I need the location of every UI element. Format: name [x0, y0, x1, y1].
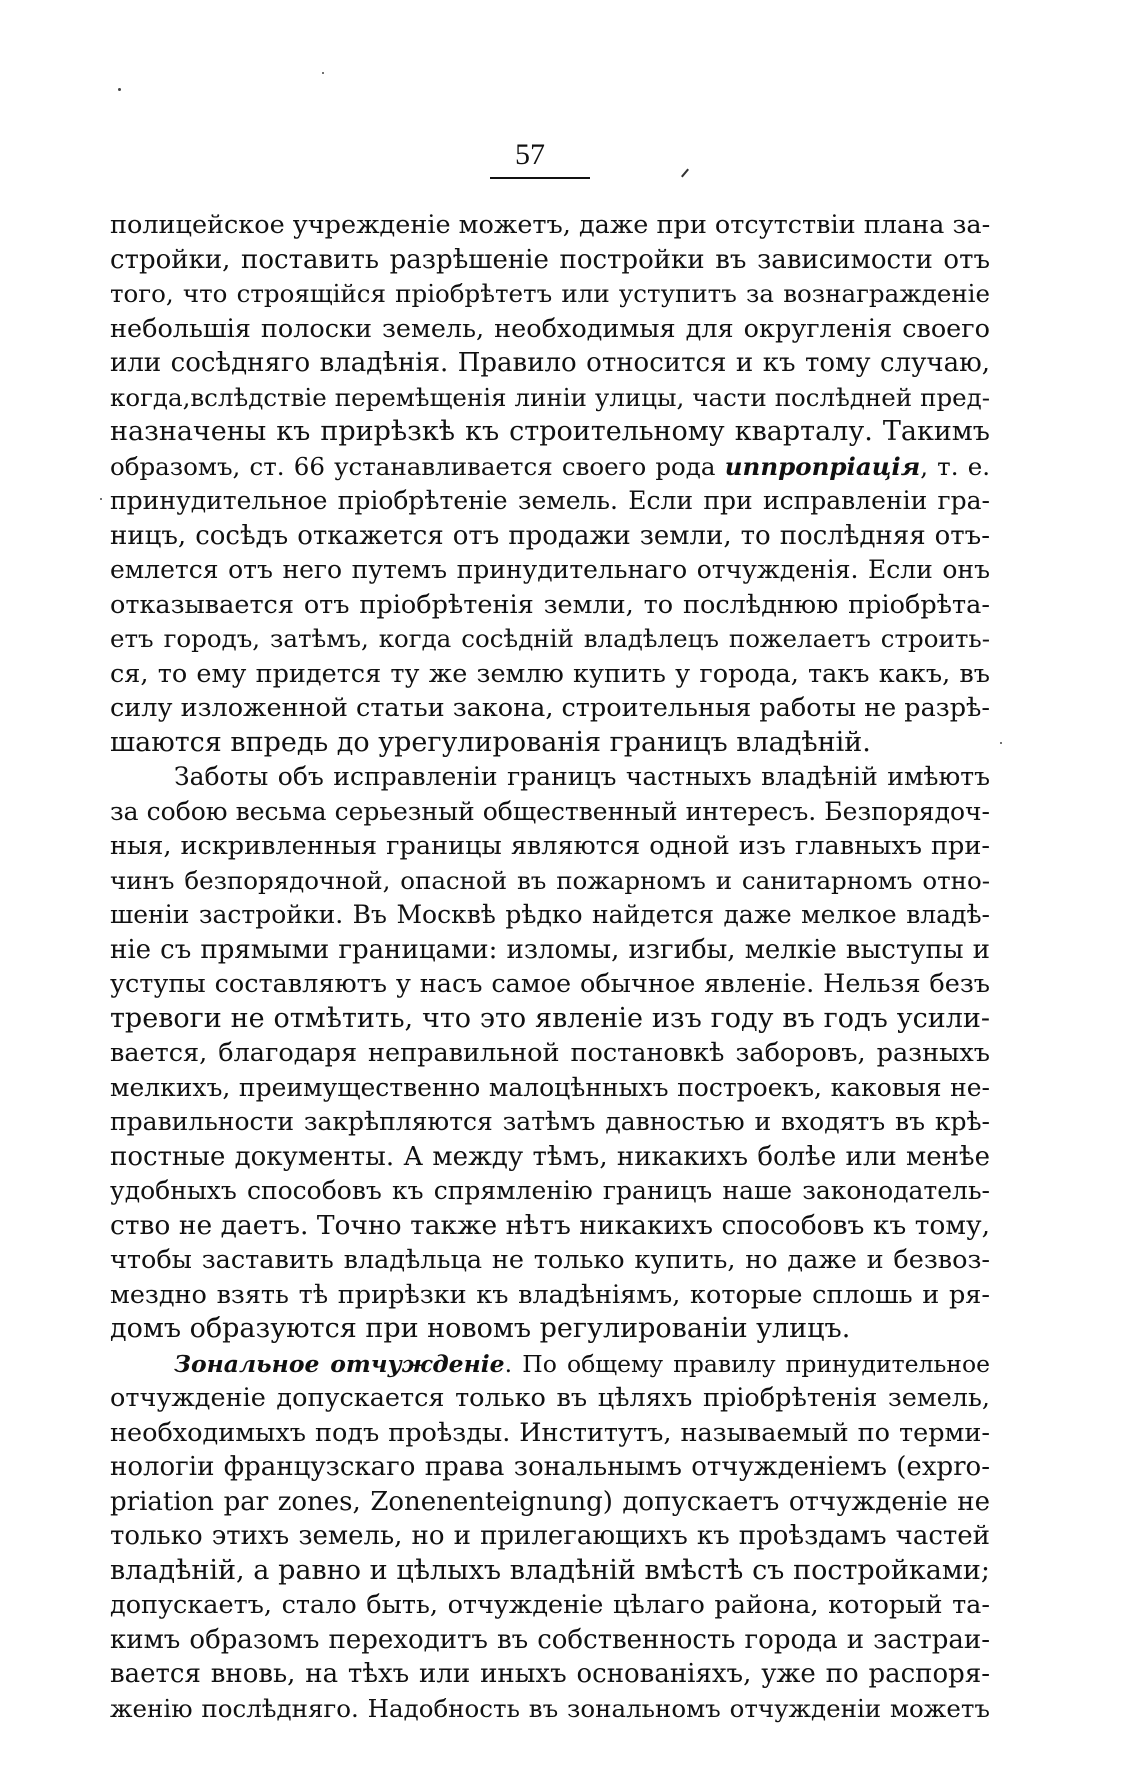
text-line: допускаетъ, стало быть, отчужденіе цѣлаго района, который та-: [110, 1590, 990, 1620]
text-line: отказывается отъ пріобрѣтенія земли, то послѣднюю пріобрѣта-: [110, 589, 990, 620]
paragraph: [110, 208, 990, 760]
scan-mark: [681, 169, 689, 178]
text-line: [110, 1347, 990, 1382]
text-line: удобныхъ способовъ къ спрямленію границъ наше законодатель-: [110, 1176, 990, 1205]
text-line: принудительное пріобрѣтеніе земель. Если при исправленіи гра-: [110, 486, 990, 515]
scan-speck: [118, 88, 121, 91]
text-line: ницъ, сосѣдъ откажется отъ продажи земли, то послѣдняя отъ-: [110, 520, 990, 551]
text-line: ныя, искривленныя границы являются одной изъ главныхъ при-: [110, 831, 990, 861]
text-line: тревоги не отмѣтить, что это явленіе изъ году въ годъ усили-: [110, 1002, 990, 1034]
text-line: того, что строящійся пріобрѣтетъ или уступитъ за вознагражденіе: [110, 279, 990, 308]
italic-term: Зональное отчужденіе: [174, 1349, 505, 1378]
text-run: . По общему правилу принудительное: [504, 1349, 990, 1378]
body-text: [110, 208, 990, 1726]
text-line: етъ городъ, затѣмъ, когда сосѣдній владѣлецъ пожелаетъ строить-: [110, 624, 990, 653]
text-line: емлется отъ него путемъ принудительнаго отчужденія. Если онъ: [110, 555, 990, 584]
text-line: нологіи французскаго права зональнымъ отчужденіемъ (expro-: [110, 1452, 990, 1482]
text-line: владѣній, а равно и цѣлыхъ владѣній вмѣстѣ съ постройками;: [110, 1554, 990, 1586]
text-run: , т. е.: [920, 451, 990, 481]
text-line: только этихъ земель, но и прилегающихъ къ проѣздамъ частей: [110, 1521, 990, 1551]
text-line: шеніи застройки. Въ Москвѣ рѣдко найдется даже мелкое владѣ-: [110, 900, 990, 929]
text-line: вается вновь, на тѣхъ или иныхъ основаніяхъ, уже по распоря-: [110, 1659, 990, 1689]
text-line: отчужденіе допускается только въ цѣляхъ пріобрѣтенія земель,: [110, 1383, 990, 1413]
text-line: необходимыхъ подъ проѣзды. Институтъ, называемый по терми-: [110, 1417, 990, 1448]
text-line: стройки, поставить разрѣшеніе постройки въ зависимости отъ: [110, 244, 990, 275]
text-line: силу изложенной статьи закона, строительныя работы не разрѣ-: [110, 693, 990, 723]
scan-speck: [1000, 742, 1002, 744]
text-line: или сосѣдняго владѣнія. Правило относится и къ тому случаю,: [110, 348, 990, 378]
page-number: 57: [515, 138, 545, 171]
text-line: priation par zones, Zonenenteignung) допускаетъ отчужденіе не: [110, 1486, 990, 1517]
italic-term: иппропріація: [724, 451, 921, 481]
text-line: вается, благодаря неправильной постановкѣ заборовъ, разныхъ: [110, 1038, 990, 1068]
text-line: полицейское учрежденіе можетъ, даже при отсутствіи плана за-: [110, 210, 990, 240]
text-line: мездно взять тѣ прирѣзки къ владѣніямъ, которые сплошь и ря-: [110, 1279, 990, 1310]
text-line: ніе съ прямыми границами: изломы, изгибы, мелкіе выступы и: [110, 934, 990, 965]
text-run: образомъ, ст. 66 устанавливается своего рода: [110, 451, 725, 481]
text-line: женію послѣдняго. Надобность въ зональномъ отчужденіи можетъ: [110, 1693, 990, 1723]
paragraph: [110, 1347, 990, 1727]
text-line: Заботы объ исправленіи границъ частныхъ владѣній имѣютъ: [174, 762, 990, 791]
text-line: небольшія полоски земель, необходимыя для округленія своего: [110, 313, 990, 344]
text-line: ся, то ему придется ту же землю купить у города, такъ какъ, въ: [110, 658, 990, 689]
scan-speck: [100, 498, 102, 500]
text-line: ство не даетъ. Точно также нѣтъ никакихъ способовъ къ тому,: [110, 1209, 990, 1241]
text-line: [110, 450, 990, 485]
text-line: чинъ безпорядочной, опасной въ пожарномъ и санитарномъ отно-: [110, 865, 990, 895]
text-line: уступы составляютъ у насъ самое обычное явленіе. Нельзя безъ: [110, 969, 990, 999]
text-line: когда,вслѣдствіе перемѣщенія линіи улицы, части послѣдней пред-: [110, 382, 990, 412]
text-line: правильности закрѣпляются затѣмъ давностью и входятъ въ крѣ-: [110, 1107, 990, 1136]
text-line: чтобы заставить владѣльца не только купить, но даже и безвоз-: [110, 1245, 990, 1275]
text-line: мелкихъ, преимущественно малоцѣнныхъ построекъ, каковыя не-: [110, 1072, 990, 1102]
page-number-underline: [490, 177, 590, 179]
text-line: назначены къ прирѣзкѣ къ строительному кварталу. Такимъ: [110, 416, 990, 447]
text-line: постные документы. А между тѣмъ, никакихъ болѣе или менѣе: [110, 1141, 990, 1172]
text-line: кимъ образомъ переходитъ въ собственность города и застраи-: [110, 1624, 990, 1655]
text-line: за собою весьма серьезный общественный интересъ. Безпорядоч-: [110, 796, 990, 826]
text-line: шаются впредь до урегулированія границъ владѣній.: [110, 726, 871, 758]
paragraph: [110, 760, 990, 1347]
text-line: домъ образуются при новомъ регулированіи улицъ.: [110, 1313, 851, 1344]
scan-speck: [322, 72, 324, 74]
